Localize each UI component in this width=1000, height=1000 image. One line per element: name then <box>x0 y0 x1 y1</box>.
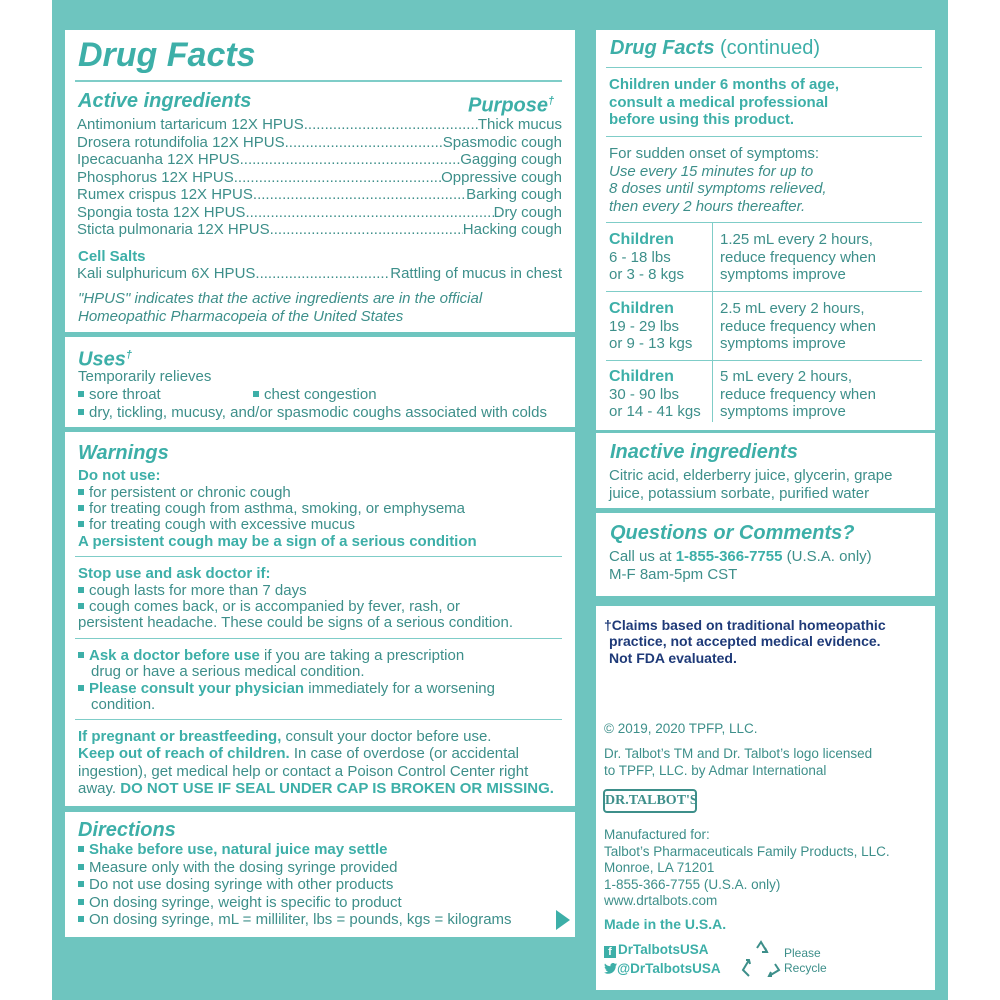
keep-out-warning: Keep out of reach of children. In case of overdose (or accidental <box>78 745 519 762</box>
dose-amount: symptoms improve <box>720 266 846 283</box>
dose-amount: 1.25 mL every 2 hours, <box>720 231 873 248</box>
dose-amount: symptoms improve <box>720 403 846 420</box>
ingredient-row: Phosphorus 12X HPUS ..... Oppressive cough <box>77 169 562 187</box>
warnings-heading: Warnings <box>78 442 169 464</box>
direction-item: Measure only with the dosing syringe provided <box>78 859 398 877</box>
made-in-usa: Made in the U.S.A. <box>604 916 727 932</box>
direction-item: On dosing syringe, mL = milliliter, lbs = pounds, kgs = kilograms <box>78 911 512 929</box>
manufacturer-text: 1-855-366-7755 (U.S.A. only) <box>604 877 781 892</box>
table-line <box>606 291 922 292</box>
license-text: Dr. Talbot’s TM and Dr. Talbot’s logo licensed <box>604 746 873 761</box>
facebook-handle: f DrTalbotsUSA <box>604 941 709 959</box>
uses-intro: Temporarily relieves <box>78 368 212 385</box>
onset-text: 8 doses until symptoms relieved, <box>609 180 827 197</box>
dose-age-label: Children <box>609 368 674 385</box>
keep-out-warning-cont: ingestion), get medical help or contact a Poison Control Center right <box>78 763 529 780</box>
ingredient-row: Ipecacuanha 12X HPUS ..... Gagging cough <box>77 151 562 169</box>
cell-salts-heading: Cell Salts <box>78 248 146 265</box>
inactive-ingredients-heading: Inactive ingredients <box>610 441 798 463</box>
recycle-text: Please <box>784 946 821 960</box>
use-item: dry, tickling, mucusy, and/or spasmodic coughs associated with colds <box>78 404 547 422</box>
warning-item: for persistent or chronic cough <box>78 484 291 502</box>
direction-item: Shake before use, natural juice may settle <box>78 841 387 859</box>
twitter-icon <box>604 963 617 974</box>
inactive-ingredients-text: Citric acid, elderberry juice, glycerin, grape <box>609 467 893 484</box>
dose-weight: 19 - 29 lbs <box>609 318 680 335</box>
uses-heading: Uses† <box>78 348 132 371</box>
divider <box>75 556 562 557</box>
direction-item: On dosing syringe, weight is specific to product <box>78 894 402 912</box>
claims-text: †Claims based on traditional homeopathic <box>604 617 886 633</box>
divider <box>75 80 562 82</box>
manufacturer-text: www.drtalbots.com <box>604 893 718 908</box>
use-item: sore throat <box>78 386 161 404</box>
ingredient-row: Drosera rotundifolia 12X HPUS ..... Spasmodic cough <box>77 134 562 152</box>
table-line <box>606 360 922 361</box>
manufacturer-text: Manufactured for: <box>604 827 710 842</box>
under-6-warning: before using this product. <box>609 111 795 128</box>
directions-heading: Directions <box>78 819 176 841</box>
copyright: © 2019, 2020 TPFP, LLC. <box>604 721 758 736</box>
dose-amount: symptoms improve <box>720 335 846 352</box>
recycle-icon <box>741 940 781 980</box>
table-line <box>606 222 922 223</box>
under-6-warning: Children under 6 months of age, <box>609 76 840 93</box>
dose-weight: or 3 - 8 kgs <box>609 266 685 283</box>
pregnant-warning: If pregnant or breastfeeding, consult your doctor before use. <box>78 728 492 745</box>
dose-weight: 30 - 90 lbs <box>609 386 680 403</box>
consult-item-cont: condition. <box>91 696 156 713</box>
use-item: chest congestion <box>253 386 377 404</box>
do-not-use-heading: Do not use: <box>78 467 161 484</box>
drug-facts-title: Drug Facts <box>78 36 256 74</box>
inactive-ingredients-text: juice, potassium sorbate, purified water <box>609 485 870 502</box>
questions-phone: Call us at 1-855-366-7755 (U.S.A. only) <box>609 548 872 565</box>
dose-weight: or 14 - 41 kgs <box>609 403 701 420</box>
table-column-divider <box>712 222 713 422</box>
recycle-text: Recycle <box>784 961 827 975</box>
under-6-warning: consult a medical professional <box>609 94 829 111</box>
ingredient-row: Rumex crispus 12X HPUS ..... Barking cough <box>77 186 562 204</box>
divider <box>75 719 562 720</box>
warning-item: for treating cough from asthma, smoking, or emphysema <box>78 500 465 518</box>
ask-doctor-item: Ask a doctor before use if you are taking a prescription <box>78 647 464 665</box>
dose-amount: 5 mL every 2 hours, <box>720 368 853 385</box>
seal-warning: away. DO NOT USE IF SEAL UNDER CAP IS BROKEN OR MISSING. <box>78 780 554 797</box>
stop-item: cough comes back, or is accompanied by fever, rash, or <box>78 598 460 616</box>
divider <box>606 136 922 137</box>
direction-item: Do not use dosing syringe with other products <box>78 876 393 894</box>
dose-amount: 2.5 mL every 2 hours, <box>720 300 865 317</box>
onset-text: then every 2 hours thereafter. <box>609 198 806 215</box>
warning-item: for treating cough with excessive mucus <box>78 516 355 534</box>
continue-arrow-icon <box>556 910 570 930</box>
dose-weight: or 9 - 13 kgs <box>609 335 693 352</box>
ingredient-row: Antimonium tartaricum 12X HPUS ..... Thick mucus <box>77 116 562 134</box>
dose-age-label: Children <box>609 231 674 248</box>
onset-text: Use every 15 minutes for up to <box>609 163 814 180</box>
purpose-heading: Purpose† <box>468 94 555 117</box>
drug-facts-continued-title: Drug Facts (continued) <box>610 37 821 59</box>
ingredient-row: Spongia tosta 12X HPUS ..... Dry cough <box>77 204 562 222</box>
dose-amount: reduce frequency when <box>720 318 876 335</box>
persistent-cough-warning: A persistent cough may be a sign of a serious condition <box>78 533 477 550</box>
dose-amount: reduce frequency when <box>720 386 876 403</box>
stop-item-cont: persistent headache. These could be signs of a serious condition. <box>78 614 513 631</box>
dose-weight: 6 - 18 lbs <box>609 249 671 266</box>
stop-use-heading: Stop use and ask doctor if: <box>78 565 271 582</box>
active-ingredients-heading: Active ingredients <box>78 90 252 112</box>
claims-text: Not FDA evaluated. <box>609 650 737 666</box>
consult-item: Please consult your physician immediately for a worsening <box>78 680 495 698</box>
dr-talbots-logo: DR.TALBOT'S <box>603 789 697 813</box>
divider <box>75 638 562 639</box>
ask-doctor-item-cont: drug or have a serious medical condition. <box>91 663 365 680</box>
manufacturer-text: Monroe, LA 71201 <box>604 860 715 875</box>
divider <box>606 67 922 68</box>
questions-hours: M-F 8am-5pm CST <box>609 566 738 583</box>
dose-amount: reduce frequency when <box>720 249 876 266</box>
claims-text: practice, not accepted medical evidence. <box>609 633 881 649</box>
questions-heading: Questions or Comments? <box>610 522 855 544</box>
facebook-icon: f <box>604 946 616 958</box>
stop-item: cough lasts for more than 7 days <box>78 582 307 600</box>
license-text: to TPFP, LLC. by Admar International <box>604 763 827 778</box>
manufacturer-text: Talbot’s Pharmaceuticals Family Products, LLC. <box>604 844 890 859</box>
hpus-note: Homeopathic Pharmacopeia of the United States <box>78 308 404 325</box>
onset-heading: For sudden onset of symptoms: <box>609 145 820 162</box>
twitter-handle: @DrTalbotsUSA <box>604 960 721 978</box>
cell-salt-row: Kali sulphuricum 6X HPUS ..... Rattling of mucus in chest <box>77 265 562 283</box>
ingredient-row: Sticta pulmonaria 12X HPUS ..... Hacking cough <box>77 221 562 239</box>
dose-age-label: Children <box>609 300 674 317</box>
hpus-note: "HPUS" indicates that the active ingredients are in the official <box>78 290 483 307</box>
